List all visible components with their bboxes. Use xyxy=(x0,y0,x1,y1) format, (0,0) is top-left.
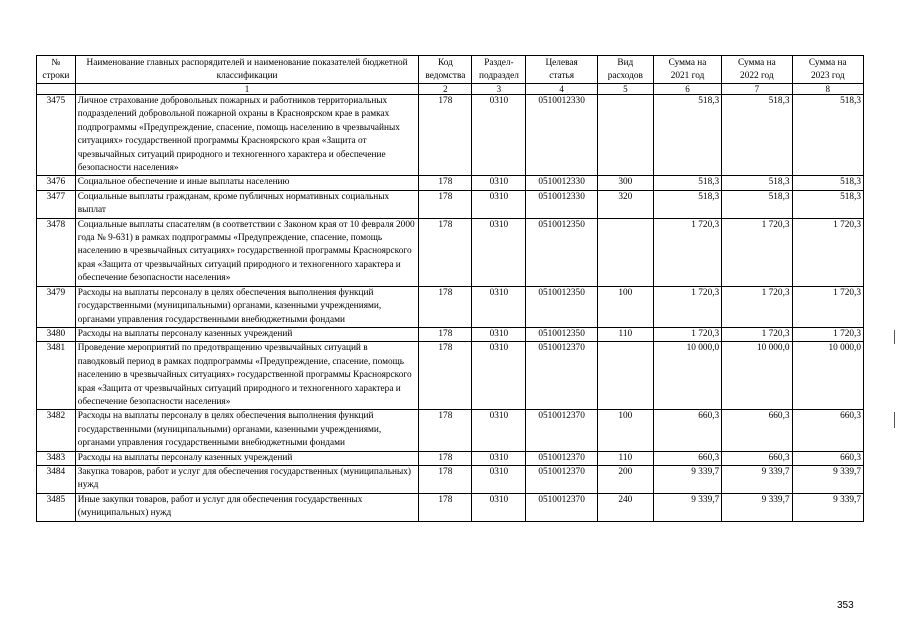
header-target: Целевая статья xyxy=(526,56,597,84)
row-number: 3477 xyxy=(37,190,76,218)
row-sum-2022: 1 720,3 xyxy=(722,218,792,286)
scan-mark xyxy=(894,330,895,344)
table-body xyxy=(37,95,864,522)
row-sum-2021: 9 339,7 xyxy=(653,493,721,521)
row-exp-type: 240 xyxy=(597,493,653,521)
row-section: 0310 xyxy=(472,218,526,286)
row-sum-2022: 660,3 xyxy=(722,410,792,451)
row-sum-2023: 518,3 xyxy=(792,176,863,190)
table-row xyxy=(37,465,864,493)
row-sum-2023: 660,3 xyxy=(792,451,863,465)
row-dept: 178 xyxy=(419,286,472,327)
row-section: 0310 xyxy=(472,190,526,218)
table-row xyxy=(37,95,864,176)
column-number: 5 xyxy=(597,84,653,95)
row-exp-type: 300 xyxy=(597,176,653,190)
row-sum-2023: 1 720,3 xyxy=(792,218,863,286)
row-sum-2022: 518,3 xyxy=(722,190,792,218)
row-section: 0310 xyxy=(472,95,526,176)
row-dept: 178 xyxy=(419,190,472,218)
column-number-row xyxy=(37,84,864,95)
row-sum-2021: 1 720,3 xyxy=(653,327,721,341)
row-target: 0510012330 xyxy=(526,176,597,190)
header-row xyxy=(37,56,864,84)
row-sum-2022: 660,3 xyxy=(722,451,792,465)
row-target: 0510012350 xyxy=(526,327,597,341)
row-section: 0310 xyxy=(472,286,526,327)
row-sum-2021: 1 720,3 xyxy=(653,286,721,327)
row-target: 0510012370 xyxy=(526,342,597,410)
row-sum-2022: 9 339,7 xyxy=(722,465,792,493)
row-name: Социальное обеспечение и иные выплаты населению xyxy=(75,176,419,190)
row-sum-2022: 9 339,7 xyxy=(722,493,792,521)
row-sum-2022: 1 720,3 xyxy=(722,286,792,327)
row-sum-2021: 518,3 xyxy=(653,190,721,218)
column-number: 3 xyxy=(472,84,526,95)
row-sum-2023: 10 000,0 xyxy=(792,342,863,410)
budget-table xyxy=(36,55,864,522)
row-dept: 178 xyxy=(419,465,472,493)
row-exp-type xyxy=(597,95,653,176)
row-name: Расходы на выплаты персоналу в целях обеспечения выполнения функций государственными (муниципальными) органами, казенными учреждениями, органами управления государственными внебюджетными фондами xyxy=(75,286,419,327)
row-number: 3479 xyxy=(37,286,76,327)
row-section: 0310 xyxy=(472,342,526,410)
column-number: 8 xyxy=(792,84,863,95)
row-exp-type: 110 xyxy=(597,327,653,341)
row-target: 0510012370 xyxy=(526,493,597,521)
row-dept: 178 xyxy=(419,493,472,521)
row-number: 3485 xyxy=(37,493,76,521)
row-sum-2023: 1 720,3 xyxy=(792,327,863,341)
row-sum-2022: 10 000,0 xyxy=(722,342,792,410)
row-sum-2021: 518,3 xyxy=(653,176,721,190)
row-sum-2022: 1 720,3 xyxy=(722,327,792,341)
row-exp-type xyxy=(597,218,653,286)
table-row xyxy=(37,190,864,218)
row-sum-2023: 9 339,7 xyxy=(792,465,863,493)
row-name: Расходы на выплаты персоналу казенных учреждений xyxy=(75,327,419,341)
row-target: 0510012370 xyxy=(526,410,597,451)
row-exp-type xyxy=(597,342,653,410)
row-number: 3483 xyxy=(37,451,76,465)
row-dept: 178 xyxy=(419,176,472,190)
row-sum-2023: 9 339,7 xyxy=(792,493,863,521)
row-name: Проведение мероприятий по предотвращению чрезвычайных ситуаций в паводковый период в рамках подпрограммы «Предупреждение, спасение, помощь населению в чрезвычайных ситуациях» государственной программы Красноярского края «Защита от чрезвычайных ситуаций природного и техногенного характера и обеспечение безопасности населения» xyxy=(75,342,419,410)
row-number: 3484 xyxy=(37,465,76,493)
row-sum-2023: 518,3 xyxy=(792,95,863,176)
row-section: 0310 xyxy=(472,465,526,493)
row-number: 3482 xyxy=(37,410,76,451)
row-name: Иные закупки товаров, работ и услуг для обеспечения государственных (муниципальных) нужд xyxy=(75,493,419,521)
row-sum-2022: 518,3 xyxy=(722,176,792,190)
row-sum-2021: 660,3 xyxy=(653,451,721,465)
header-sum-2021: Сумма на 2021 год xyxy=(653,56,721,84)
row-sum-2023: 660,3 xyxy=(792,410,863,451)
header-sum-2023: Сумма на 2023 год xyxy=(792,56,863,84)
table-row xyxy=(37,286,864,327)
row-dept: 178 xyxy=(419,342,472,410)
page-number: 353 xyxy=(837,600,854,611)
row-target: 0510012330 xyxy=(526,190,597,218)
row-section: 0310 xyxy=(472,176,526,190)
table-row xyxy=(37,327,864,341)
row-exp-type: 100 xyxy=(597,410,653,451)
row-dept: 178 xyxy=(419,95,472,176)
header-dept: Код ведомства xyxy=(419,56,472,84)
row-sum-2021: 9 339,7 xyxy=(653,465,721,493)
row-sum-2022: 518,3 xyxy=(722,95,792,176)
row-exp-type: 320 xyxy=(597,190,653,218)
row-section: 0310 xyxy=(472,410,526,451)
row-name: Личное страхование добровольных пожарных и работников территориальных подразделений добровольной пожарной охраны в Красноярском крае в рамках подпрограммы «Предупреждение, спасение, помощь населению в чрезвычайных ситуациях» государственной программы Красноярского края «Защита от чрезвычайных ситуаций природного и техногенного характера и обеспечение безопасности населения» xyxy=(75,95,419,176)
row-sum-2021: 518,3 xyxy=(653,95,721,176)
row-exp-type: 200 xyxy=(597,465,653,493)
column-number: 7 xyxy=(722,84,792,95)
row-target: 0510012330 xyxy=(526,95,597,176)
row-dept: 178 xyxy=(419,327,472,341)
column-number xyxy=(37,84,76,95)
table-row xyxy=(37,342,864,410)
table-row xyxy=(37,176,864,190)
row-sum-2023: 518,3 xyxy=(792,190,863,218)
table-row xyxy=(37,451,864,465)
row-name: Закупка товаров, работ и услуг для обеспечения государственных (муниципальных) нужд xyxy=(75,465,419,493)
header-exp-type: Вид расходов xyxy=(597,56,653,84)
column-number: 4 xyxy=(526,84,597,95)
row-number: 3475 xyxy=(37,95,76,176)
row-name: Расходы на выплаты персоналу в целях обеспечения выполнения функций государственными (муниципальными) органами, казенными учреждениями, органами управления государственными внебюджетными фондами xyxy=(75,410,419,451)
row-number: 3480 xyxy=(37,327,76,341)
row-name: Социальные выплаты спасателям (в соответствии с Законом края от 10 февраля 2000 года № 9-631) в рамках подпрограммы «Предупреждение, спасение, помощь населению в чрезвычайных ситуациях» государственной программы Красноярского края «Защита от чрезвычайных ситуаций природного и техногенного характера и обеспечение безопасности населения» xyxy=(75,218,419,286)
header-row-no: № строки xyxy=(37,56,76,84)
row-exp-type: 100 xyxy=(597,286,653,327)
header-sum-2022: Сумма на 2022 год xyxy=(722,56,792,84)
row-sum-2023: 1 720,3 xyxy=(792,286,863,327)
scan-mark xyxy=(894,412,895,428)
row-target: 0510012350 xyxy=(526,218,597,286)
row-target: 0510012370 xyxy=(526,451,597,465)
header-name: Наименование главных распорядителей и наименование показателей бюджетной классификации xyxy=(75,56,419,84)
column-number: 1 xyxy=(75,84,419,95)
row-dept: 178 xyxy=(419,218,472,286)
row-number: 3481 xyxy=(37,342,76,410)
row-number: 3478 xyxy=(37,218,76,286)
row-name: Расходы на выплаты персоналу казенных учреждений xyxy=(75,451,419,465)
column-number: 6 xyxy=(653,84,721,95)
table-row xyxy=(37,410,864,451)
row-number: 3476 xyxy=(37,176,76,190)
row-sum-2021: 10 000,0 xyxy=(653,342,721,410)
header-section: Раздел- подраздел xyxy=(472,56,526,84)
row-name: Социальные выплаты гражданам, кроме публичных нормативных социальных выплат xyxy=(75,190,419,218)
row-section: 0310 xyxy=(472,327,526,341)
row-target: 0510012370 xyxy=(526,465,597,493)
row-dept: 178 xyxy=(419,451,472,465)
column-number: 2 xyxy=(419,84,472,95)
row-section: 0310 xyxy=(472,493,526,521)
row-sum-2021: 1 720,3 xyxy=(653,218,721,286)
row-section: 0310 xyxy=(472,451,526,465)
row-exp-type: 110 xyxy=(597,451,653,465)
row-target: 0510012350 xyxy=(526,286,597,327)
row-dept: 178 xyxy=(419,410,472,451)
table-row xyxy=(37,218,864,286)
row-sum-2021: 660,3 xyxy=(653,410,721,451)
table-row xyxy=(37,493,864,521)
